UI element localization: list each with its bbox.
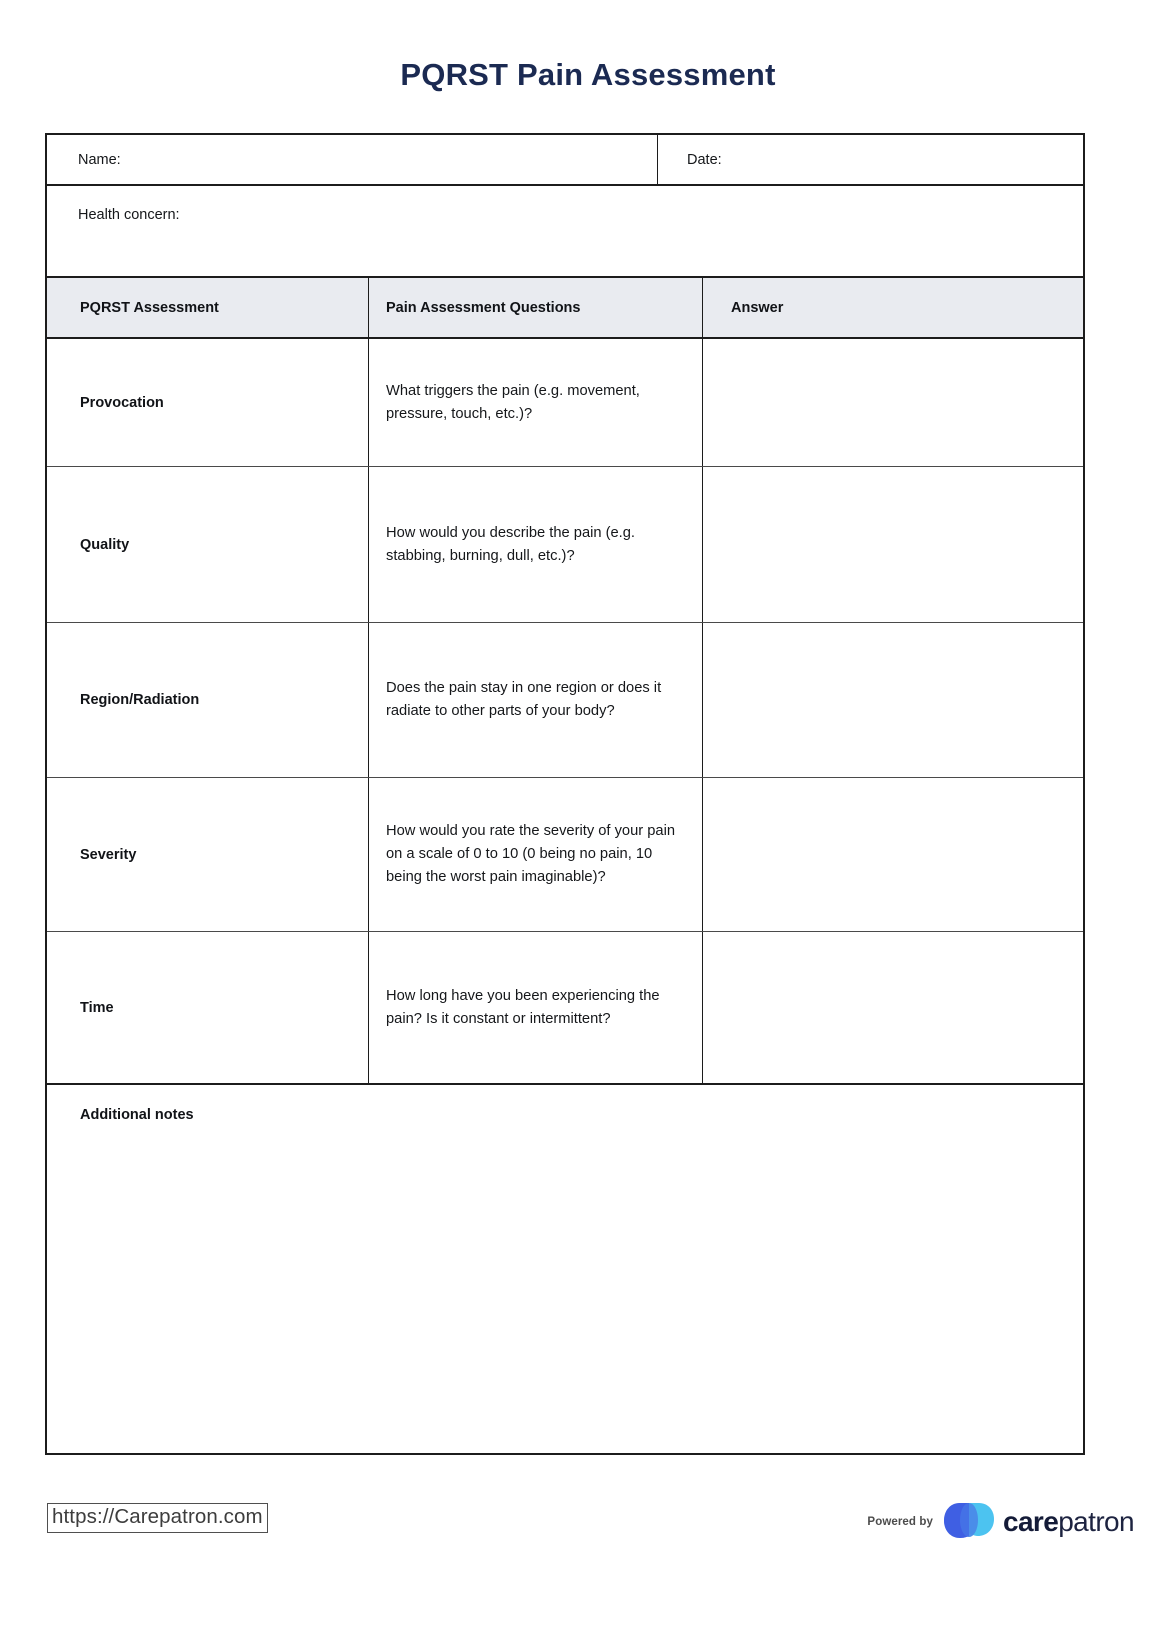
carepatron-logo: [943, 1501, 1134, 1543]
additional-notes-input[interactable]: [80, 1123, 1083, 1453]
row-question-region-radiation: Does the pain stay in one region or does it radiate to other parts of your body?: [369, 623, 703, 777]
row-answer-time[interactable]: [703, 932, 1083, 1083]
table-row: [47, 778, 1083, 932]
row-label-severity: Severity: [47, 778, 369, 931]
row-question-quality: How would you describe the pain (e.g. stabbing, burning, dull, etc.)?: [369, 467, 703, 622]
row-question-provocation: What triggers the pain (e.g. movement, pressure, touch, etc.)?: [369, 339, 703, 466]
row-answer-quality[interactable]: [703, 467, 1083, 622]
health-concern-field[interactable]: [47, 186, 1083, 276]
powered-by-label: Powered by: [867, 1516, 933, 1528]
date-field[interactable]: [658, 135, 1083, 184]
additional-notes-field[interactable]: [47, 1085, 1083, 1453]
row-question-severity: How would you rate the severity of your pain on a scale of 0 to 10 (0 being no pain, 10 being the worst pain imaginable)?: [369, 778, 703, 931]
health-concern-row: [47, 186, 1083, 278]
table-row: [47, 932, 1083, 1085]
row-label-provocation: Provocation: [47, 339, 369, 466]
wordmark-care: care: [1002, 1506, 1059, 1537]
carepatron-url-link[interactable]: https://Carepatron.com: [47, 1503, 268, 1533]
date-label: Date:: [687, 151, 722, 168]
name-field[interactable]: [47, 135, 658, 184]
carepatron-logo-mark: [943, 1501, 995, 1543]
row-answer-provocation[interactable]: [703, 339, 1083, 466]
table-row: [47, 467, 1083, 623]
table-header-row: [47, 278, 1083, 339]
row-label-quality: Quality: [47, 467, 369, 622]
column-header-questions: Pain Assessment Questions: [369, 278, 703, 337]
column-header-assessment: PQRST Assessment: [47, 278, 369, 337]
health-concern-label: Health concern:: [78, 207, 180, 223]
row-answer-severity[interactable]: [703, 778, 1083, 931]
row-label-region-radiation: Region/Radiation: [47, 623, 369, 777]
page-footer: [0, 1487, 1176, 1557]
carepatron-wordmark: [1003, 1508, 1134, 1536]
page-title: PQRST Pain Assessment: [400, 57, 776, 92]
row-label-time: Time: [47, 932, 369, 1083]
column-header-answer: Answer: [731, 299, 784, 316]
additional-notes-row: [47, 1085, 1083, 1453]
table-row: [47, 339, 1083, 467]
brand-attribution: [867, 1501, 1134, 1543]
row-answer-region-radiation[interactable]: [703, 623, 1083, 777]
row-question-time: How long have you been experiencing the pain? Is it constant or intermittent?: [369, 932, 703, 1083]
name-label: Name:: [78, 151, 121, 168]
wordmark-patron: patron: [1058, 1506, 1134, 1537]
additional-notes-label: Additional notes: [80, 1107, 194, 1123]
name-date-row: [47, 135, 1083, 186]
assessment-form-table: [45, 133, 1085, 1455]
table-row: [47, 623, 1083, 778]
